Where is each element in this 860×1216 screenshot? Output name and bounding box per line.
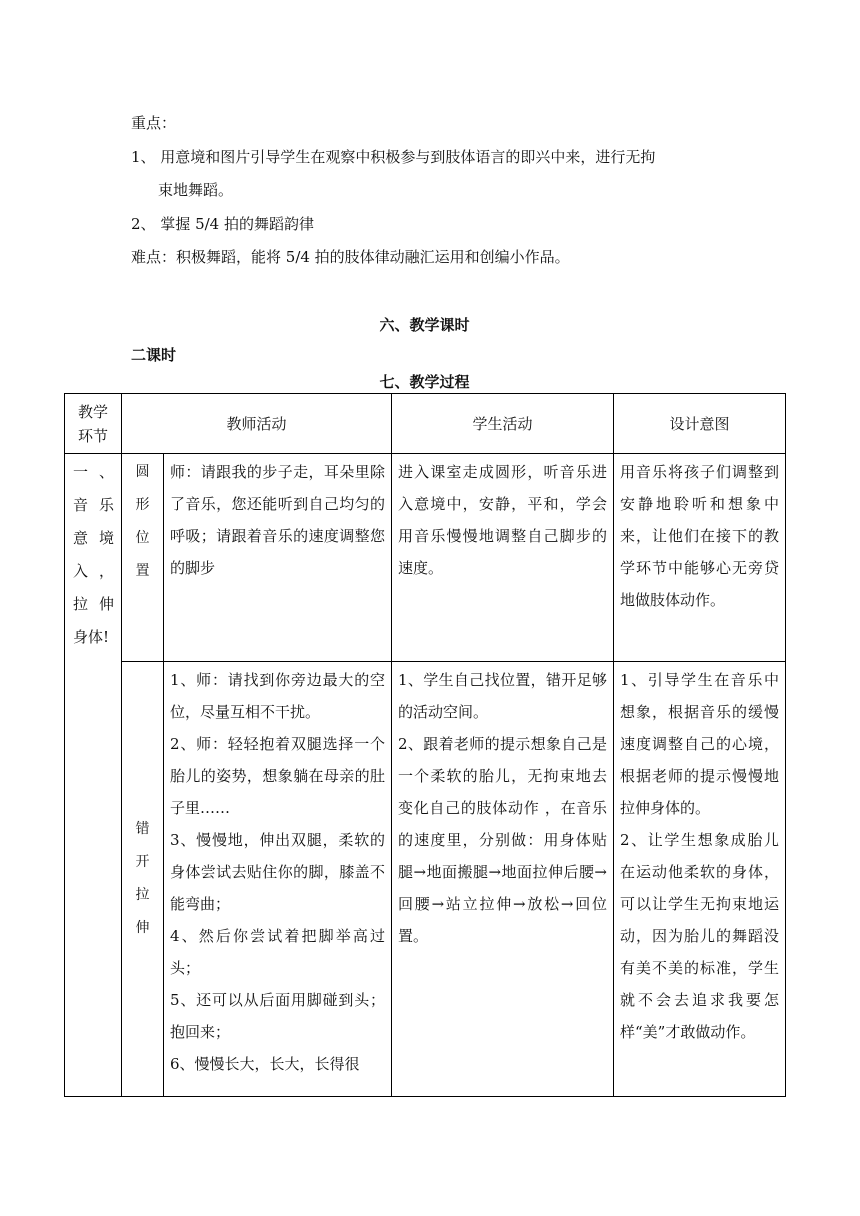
key-point-1-line2: 束地舞蹈。: [158, 181, 234, 199]
key-point-2: 2、 掌握 5/4 拍的舞蹈韵律: [131, 215, 314, 233]
section-6-value: 二课时: [131, 346, 177, 364]
table-header-row: [65, 394, 786, 454]
section-6-title: 六、教学课时: [379, 316, 470, 334]
section-7-title: 七、教学过程: [379, 373, 470, 391]
table-row: [65, 454, 786, 662]
design-intent-1: 用音乐将孩子们调整到安静地聆听和想象中来，让他们在接下的教学环节中能够心无旁贷地做肢体动作。: [614, 454, 786, 662]
teaching-process-table: [64, 393, 786, 1097]
sub-stage-stretch: 错开拉伸: [122, 662, 164, 1097]
teacher-activity-1: 师：请跟我的步子走，耳朵里除了音乐，您还能听到自己均匀的呼吸；请跟着音乐的速度调整您的脚步: [164, 454, 392, 662]
key-point-1-line1: 1、 用意境和图片引导学生在观察中积极参与到肢体语言的即兴中来，进行无拘: [131, 148, 656, 166]
design-intent-2: 1、引导学生在音乐中想象，根据音乐的缓慢速度调整自己的心境，根据老师的提示慢慢地拉伸身体的。 2、让学生想象成胎儿在运动他柔软的身体，可以让学生无拘束地运动，因为胎儿的舞蹈没有美不美的标准，学生就不会去追求我要怎样“美”才敢做动作。: [614, 662, 786, 1097]
difficulty-point: 难点：积极舞蹈，能将 5/4 拍的肢体律动融汇运用和创编小作品。: [131, 248, 570, 266]
header-stage: 教学环节: [65, 394, 122, 454]
header-student: 学生活动: [392, 394, 614, 454]
stage-1-cell: 一、音乐意境入，拉伸身体!: [65, 454, 122, 1097]
key-points-label: 重点：: [131, 114, 177, 132]
header-teacher: 教师活动: [122, 394, 392, 454]
sub-stage-circle: 圆形位置: [122, 454, 164, 662]
student-activity-2: 1、学生自己找位置，错开足够的活动空间。 2、跟着老师的提示想象自己是一个柔软的胎儿，无拘束地去变化自己的肢体动作 ，在音乐的速度里，分别做：用身体贴腿→地面搬腿→地面拉伸后腰→回腰→站立拉伸→放松→回位置。: [392, 662, 614, 1097]
table-row: [65, 662, 786, 1097]
teacher-activity-2: 1、师：请找到你旁边最大的空位，尽量互相不干扰。 2、师：轻轻抱着双腿选择一个胎儿的姿势，想象躺在母亲的肚子里…… 3、慢慢地，伸出双腿，柔软的身体尝试去贴住你的脚，膝盖不能弯曲； 4、然后你尝试着把脚举高过头； 5、还可以从后面用脚碰到头；抱回来； 6、慢慢长大，长大，长得很: [164, 662, 392, 1097]
header-design: 设计意图: [614, 394, 786, 454]
student-activity-1: 进入课室走成圆形，听音乐进入意境中，安静，平和，学会用音乐慢慢地调整自己脚步的速度。: [392, 454, 614, 662]
